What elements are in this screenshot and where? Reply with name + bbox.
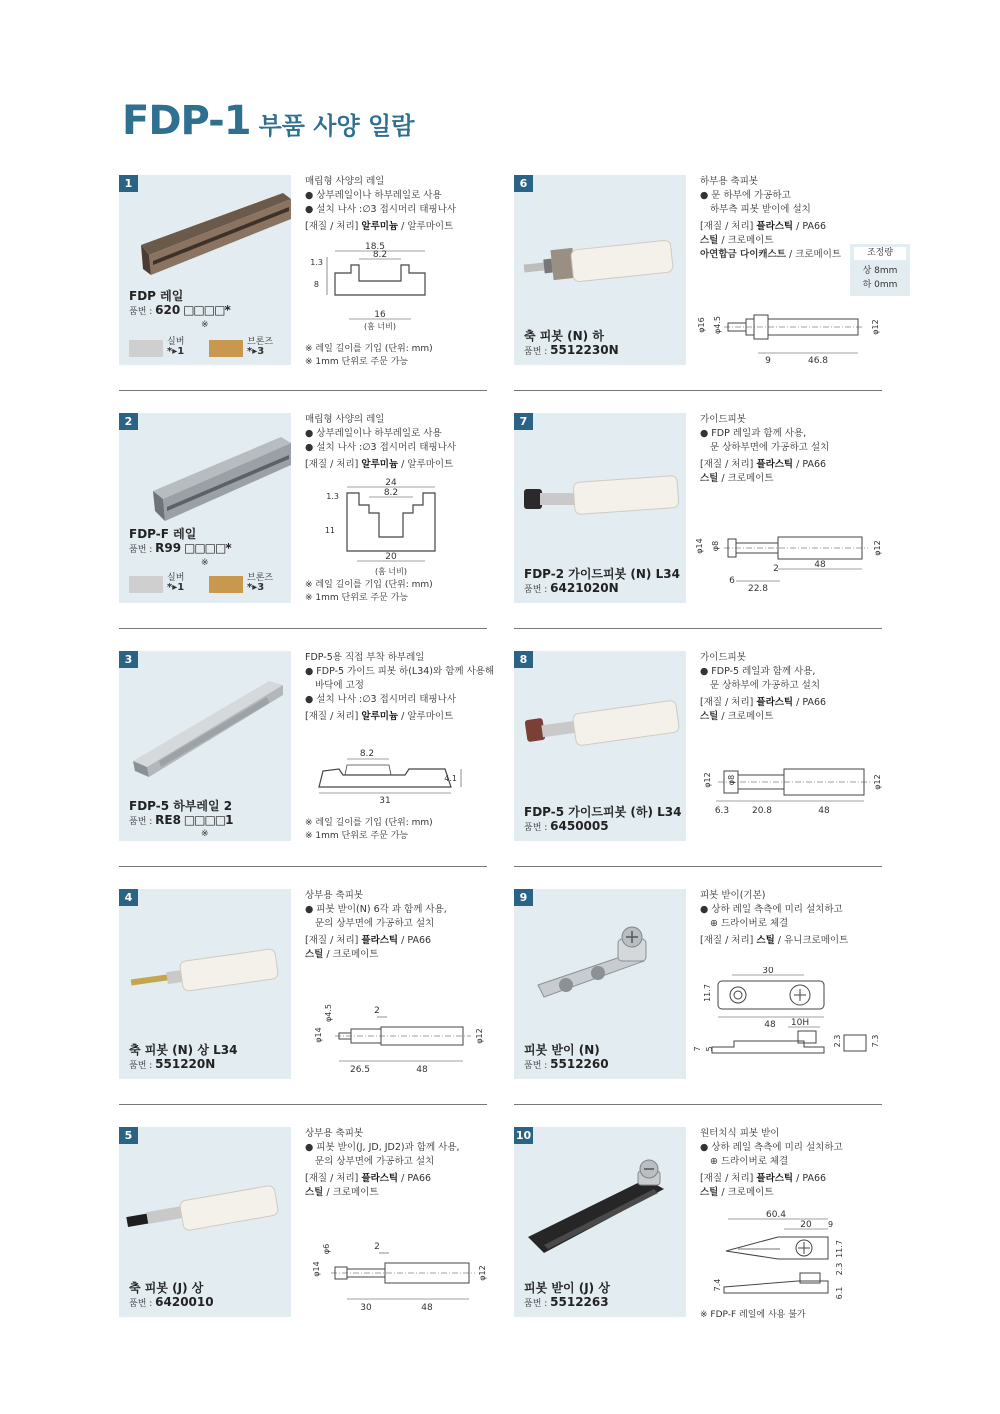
- part-card-2: [119, 413, 487, 603]
- svg-text:φ14: φ14: [695, 538, 704, 554]
- notes: ※ 레일 길이를 기입 (단위: mm) ※ 1mm 단위로 주문 가능: [305, 580, 433, 603]
- part-number: 품번 : 6421020N: [524, 581, 619, 595]
- part-number: 품번 : 5512260: [524, 1057, 609, 1071]
- svg-text:48: 48: [764, 1020, 776, 1030]
- svg-text:8: 8: [313, 280, 319, 289]
- description: 매립형 사양의 레일 ● 상부레일이나 하부레일로 사용 ● 설치 나사 :∅3 접시머리 태핑나사 [재질 / 처리] 알루미늄 / 알루마이트: [305, 176, 457, 232]
- svg-text:22.8: 22.8: [747, 584, 769, 594]
- svg-text:16: 16: [374, 310, 386, 320]
- part-number: 품번 : 6450005: [524, 819, 609, 833]
- svg-text:φ12: φ12: [475, 1028, 484, 1044]
- svg-text:8.2: 8.2: [372, 250, 388, 260]
- svg-text:(홈 너비): (홈 너비): [375, 567, 407, 576]
- item-number: 8: [514, 651, 533, 668]
- notes: ※ FDP-F 레일에 사용 불가: [700, 1310, 806, 1320]
- product-name: 축 피봇 (J) 상: [129, 1281, 204, 1295]
- silver-swatch: [129, 576, 163, 593]
- divider: [119, 628, 487, 629]
- svg-text:8.2: 8.2: [383, 488, 399, 498]
- part-card-1: [119, 175, 487, 365]
- svg-text:20: 20: [800, 1220, 812, 1230]
- svg-text:11.7: 11.7: [835, 1240, 844, 1258]
- cross-section-drawing: [305, 745, 485, 809]
- part-card-6: [514, 175, 882, 365]
- svg-text:φ8: φ8: [711, 540, 720, 552]
- svg-text:2.3: 2.3: [833, 1034, 842, 1048]
- description: FDP-5용 직접 부착 하부레일 ● FDP-5 가이드 피봇 하(L34)와 함께 사용해 바닥에 고정 ● 설치 나사 :∅3 접시머리 태핑나사 [재질 / 처리] 알루미늄 / 알루마이트: [305, 652, 495, 722]
- svg-text:2: 2: [374, 1242, 380, 1252]
- dimension-drawing: [688, 763, 882, 819]
- product-name: 피봇 받이 (J) 상: [524, 1281, 610, 1295]
- divider: [119, 390, 487, 391]
- svg-text:7.4: 7.4: [713, 1278, 722, 1292]
- svg-text:30: 30: [360, 1303, 372, 1313]
- svg-text:7.3: 7.3: [871, 1034, 880, 1048]
- svg-text:18.5: 18.5: [364, 242, 386, 252]
- svg-text:48: 48: [818, 806, 830, 816]
- silver-swatch-label: 실버 *▸1: [167, 337, 185, 357]
- dimension-drawing: [688, 1207, 882, 1307]
- item-number: 7: [514, 413, 533, 430]
- description: 가이드피봇 ● FDP 레일과 함께 사용, 문 상하부면에 가공하고 설치 [재질 / 처리] 플라스틱 / PA66 스틸 / 크로메이트: [700, 414, 830, 484]
- svg-text:4.1: 4.1: [444, 774, 457, 783]
- mark: ※: [201, 558, 209, 568]
- item-number: 2: [119, 413, 138, 430]
- mark: ※: [201, 829, 209, 839]
- description: 원터치식 피봇 받이 ● 상하 레일 측측에 미리 설치하고 ⊕ 드라이버로 체결 [재질 / 처리] 플라스틱 / PA66 스틸 / 크로메이트: [700, 1128, 843, 1198]
- svg-text:φ8: φ8: [727, 774, 736, 786]
- part-number: 품번 : 5512263: [524, 1295, 609, 1309]
- description: 상부용 축피봇 ● 피봇 받이(N) 6각 과 함께 사용, 문의 상부면에 가공하고 설치 [재질 / 처리] 플라스틱 / PA66 스틸 / 크로메이트: [305, 890, 447, 960]
- item-number: 10: [515, 1129, 532, 1142]
- dimension-drawing: [688, 523, 882, 603]
- dimension-drawing: [688, 967, 882, 1079]
- part-card-10: [514, 1127, 882, 1320]
- svg-text:φ12: φ12: [871, 319, 880, 335]
- svg-text:20: 20: [385, 552, 397, 562]
- notes: ※ 레일 길이를 기입 (단위: mm) ※ 1mm 단위로 주문 가능: [305, 344, 433, 367]
- adjustment-box: 조정량 상 8mm 하 0mm: [850, 244, 910, 296]
- part-number: 품번 : RE8 □□□□1: [129, 813, 233, 827]
- svg-text:2: 2: [773, 564, 779, 574]
- bronze-swatch-label: 브론즈 *▸3: [247, 573, 274, 593]
- part-number: 품번 : 551220N: [129, 1057, 216, 1071]
- part-number: 품번 : R99 □□□□*: [129, 541, 231, 555]
- divider: [119, 1104, 487, 1105]
- svg-text:φ14: φ14: [312, 1261, 321, 1277]
- product-name: FDP-F 레일: [129, 527, 197, 541]
- dimension-drawing: [688, 301, 882, 367]
- page-title-sub: 부품 사양 일람: [258, 112, 415, 140]
- description: 상부용 축피봇 ● 피봇 받이(J, JD, JD2)과 함께 사용, 문의 상부면에 가공하고 설치 [재질 / 처리] 플라스틱 / PA66 스틸 / 크로메이트: [305, 1128, 460, 1198]
- dimension-drawing: [305, 999, 487, 1079]
- svg-text:48: 48: [416, 1065, 428, 1075]
- svg-text:5: 5: [705, 1046, 714, 1052]
- part-card-9: [514, 889, 882, 1079]
- svg-text:2.3: 2.3: [835, 1262, 844, 1276]
- part-number: 품번 : 5512230N: [524, 343, 619, 357]
- svg-text:6.3: 6.3: [714, 806, 730, 816]
- bronze-swatch: [209, 340, 243, 357]
- divider: [514, 390, 882, 391]
- page-title-main: FDP-1: [122, 98, 251, 144]
- svg-text:9: 9: [828, 1220, 834, 1229]
- part-number: 품번 : 6420010: [129, 1295, 214, 1309]
- silver-swatch: [129, 340, 163, 357]
- svg-text:φ14: φ14: [314, 1027, 323, 1043]
- svg-text:φ4.5: φ4.5: [713, 316, 722, 334]
- divider: [514, 628, 882, 629]
- description: 하부용 축피봇 ● 문 하부에 가공하고 하부측 피봇 받이에 설치 [재질 / 처리] 플라스틱 / PA66 스틸 / 크로메이트 아연합금 다이캐스트 / 크로메이트: [700, 176, 842, 260]
- product-name: FDP-2 가이드피봇 (N) L34: [524, 567, 680, 581]
- item-number: 6: [514, 175, 533, 192]
- item-number: 9: [514, 889, 533, 906]
- svg-text:11.7: 11.7: [703, 984, 712, 1002]
- part-card-5: [119, 1127, 487, 1317]
- svg-text:46.8: 46.8: [807, 356, 829, 366]
- part-card-3: [119, 651, 495, 841]
- item-number: 5: [119, 1127, 138, 1144]
- mark: ※: [201, 320, 209, 330]
- svg-text:φ4.5: φ4.5: [324, 1004, 333, 1022]
- svg-text:φ12: φ12: [478, 1265, 487, 1281]
- dimension-drawing: [305, 1237, 487, 1317]
- svg-text:20.8: 20.8: [751, 806, 773, 816]
- svg-text:1.3: 1.3: [326, 492, 339, 501]
- svg-text:1.3: 1.3: [310, 258, 323, 267]
- product-name: 피봇 받이 (N): [524, 1043, 600, 1057]
- svg-text:φ12: φ12: [703, 772, 712, 788]
- svg-text:11: 11: [324, 526, 335, 535]
- product-name: 축 피봇 (N) 하: [524, 329, 604, 343]
- svg-text:10H: 10H: [790, 1018, 810, 1028]
- divider: [119, 866, 487, 867]
- svg-text:24: 24: [385, 478, 397, 488]
- product-name: FDP 레일: [129, 289, 184, 303]
- svg-text:6: 6: [729, 576, 735, 586]
- product-name: FDP-5 하부레일 2: [129, 799, 233, 813]
- svg-text:φ12: φ12: [873, 774, 882, 790]
- svg-text:φ12: φ12: [873, 540, 882, 556]
- svg-text:φ6: φ6: [322, 1243, 331, 1255]
- part-card-8: [514, 651, 882, 841]
- svg-text:60.4: 60.4: [765, 1210, 787, 1220]
- svg-text:48: 48: [421, 1303, 433, 1313]
- svg-text:2: 2: [374, 1006, 380, 1016]
- cross-section-drawing: [305, 475, 485, 580]
- description: 가이드피봇 ● FDP-5 레일과 함께 사용, 문 상하부에 가공하고 설치 [재질 / 처리] 플라스틱 / PA66 스틸 / 크로메이트: [700, 652, 827, 722]
- svg-text:48: 48: [814, 560, 826, 570]
- bronze-swatch-label: 브론즈 *▸3: [247, 337, 274, 357]
- description: 피봇 받이(기본) ● 상하 레일 측측에 미리 설치하고 ⊕ 드라이버로 체결 [재질 / 처리] 스틸 / 유니크로메이트: [700, 890, 849, 946]
- svg-text:31: 31: [379, 796, 391, 806]
- part-card-7: [514, 413, 882, 603]
- page-title: [122, 98, 414, 144]
- item-number: 1: [119, 175, 138, 192]
- divider: [514, 866, 882, 867]
- svg-text:26.5: 26.5: [349, 1065, 371, 1075]
- item-number: 3: [119, 651, 138, 668]
- svg-text:8.2: 8.2: [359, 749, 375, 759]
- product-name: 축 피봇 (N) 상 L34: [129, 1043, 238, 1057]
- part-card-4: [119, 889, 487, 1079]
- cross-section-drawing: [305, 237, 485, 337]
- svg-text:φ16: φ16: [697, 317, 706, 333]
- description: 매립형 사양의 레일 ● 상부레일이나 하부레일로 사용 ● 설치 나사 :∅3 접시머리 태핑나사 [재질 / 처리] 알루미늄 / 알루마이트: [305, 414, 457, 470]
- divider: [514, 1104, 882, 1105]
- svg-text:6.1: 6.1: [835, 1286, 844, 1300]
- svg-text:7: 7: [693, 1046, 702, 1052]
- bronze-swatch: [209, 576, 243, 593]
- part-number: 품번 : 620 □□□□*: [129, 303, 230, 317]
- notes: ※ 레일 길이를 기입 (단위: mm) ※ 1mm 단위로 주문 가능: [305, 818, 433, 841]
- product-name: FDP-5 가이드피봇 (하) L34: [524, 805, 682, 819]
- silver-swatch-label: 실버 *▸1: [167, 573, 185, 593]
- svg-text:9: 9: [765, 356, 771, 366]
- svg-text:(홈 너비): (홈 너비): [364, 322, 396, 331]
- item-number: 4: [119, 889, 138, 906]
- svg-text:30: 30: [762, 967, 774, 976]
